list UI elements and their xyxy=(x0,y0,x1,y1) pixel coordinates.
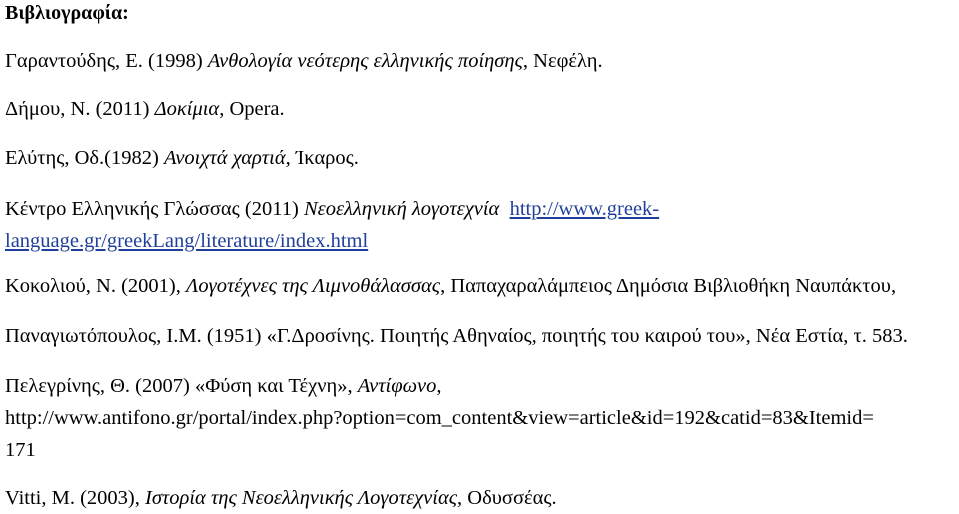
bibliography-entry xyxy=(5,45,603,77)
entry-title: Αντίφωνο xyxy=(357,375,437,397)
entry-url: 171 xyxy=(5,439,36,461)
entry-text: , Παπαχαραλάμπειος Δημόσια Βιβλιοθήκη Ναυπάκτου, xyxy=(440,275,897,297)
entry-text: , Ίκαρος. xyxy=(285,147,359,169)
entry-text: , Νεφέλη. xyxy=(522,50,603,72)
entry-text: Κέντρο Ελληνικής Γλώσσας (2011) xyxy=(5,198,304,220)
entry-title: Δοκίμια xyxy=(154,98,220,120)
entry-text: Vitti, M. (2003), xyxy=(5,487,145,509)
entry-text: , Οδυσσέας. xyxy=(457,487,557,509)
entry-title: Ανοιχτά χαρτιά xyxy=(163,147,286,169)
entry-title: Νεοελληνική λογοτεχνία xyxy=(303,198,500,220)
bibliography-heading: Βιβλιογραφία: xyxy=(5,2,129,24)
bibliography-entry xyxy=(5,270,896,302)
bibliography-entry xyxy=(5,370,874,466)
entry-link[interactable]: language.gr/greekLang/literature/index.html xyxy=(5,230,369,252)
bibliography-entry xyxy=(5,93,285,125)
entry-text: Παναγιωτόπουλος, Ι.Μ. (1951) «Γ.Δροσίνης. Ποιητής Αθηναίος, ποιητής του καιρού του», Νέα Εστία, τ. 583. xyxy=(5,325,908,347)
bibliography-entry xyxy=(5,193,659,257)
bibliography-entry xyxy=(5,320,908,352)
entry-url: http://www.antifono.gr/portal/index.php?option=com_content&view=article&id=192&catid=83&Itemid= xyxy=(5,407,874,429)
entry-text: Ελύτης, Οδ.(1982) xyxy=(5,147,164,169)
entry-title: Ανθολογία νεότερης ελληνικής ποίησης xyxy=(207,50,523,72)
bibliography-entry xyxy=(5,482,557,514)
entry-text: Γαραντούδης, Ε. (1998) xyxy=(5,50,208,72)
entry-text: Κοκολιού, Ν. (2001), xyxy=(5,275,186,297)
entry-title: Λογοτέχνες της Λιμνοθάλασσας xyxy=(186,275,441,297)
entry-link[interactable]: http://www.greek- xyxy=(509,198,660,220)
entry-text: Δήμου, Ν. (2011) xyxy=(5,98,155,120)
bibliography-entry xyxy=(5,142,359,174)
entry-title: Ιστορία της Νεοελληνικής Λογοτεχνίας xyxy=(145,487,458,509)
entry-text: , xyxy=(436,375,442,397)
entry-text: , Opera. xyxy=(219,98,285,120)
entry-text: Πελεγρίνης, Θ. (2007) «Φύση και Τέχνη», xyxy=(5,375,358,397)
